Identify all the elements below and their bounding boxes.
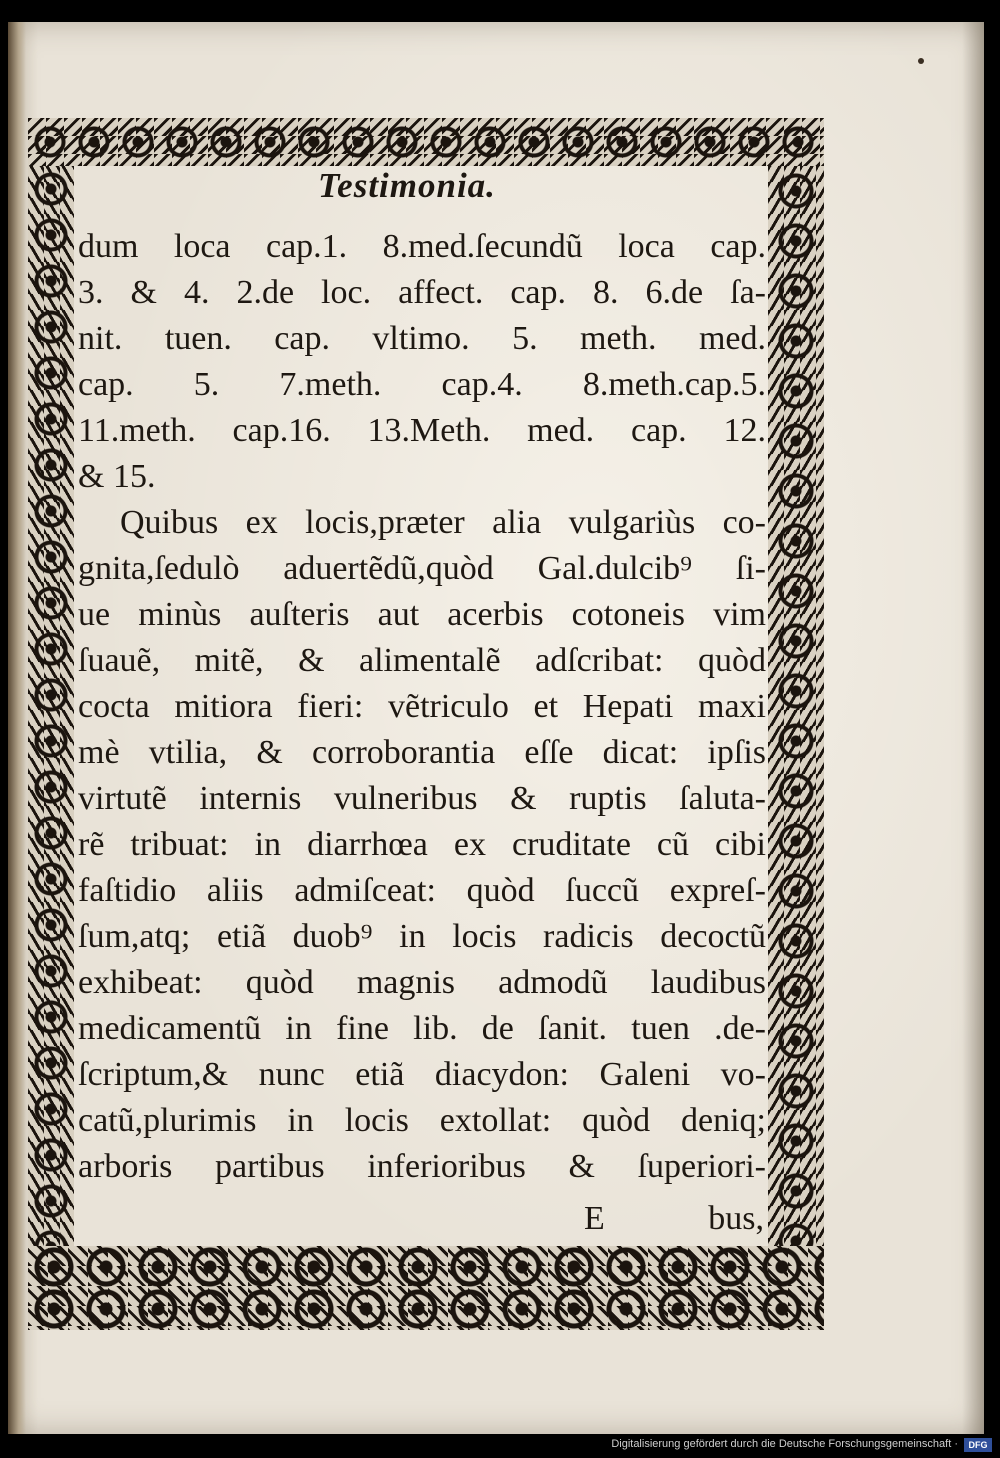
text-line: ſuauẽ, mitẽ, & alimentalẽ adſcribat: quòd: [78, 642, 766, 679]
text-line: cocta mitiora fieri: vẽtriculo et Hepati maxi: [78, 688, 766, 725]
text-line: medicamentũ in fine lib. de ſanit. tuen .de-: [78, 1010, 766, 1047]
text-line: virtutẽ internis vulneribus & ruptis ſaluta-: [78, 780, 766, 817]
running-head: Testimonia.: [318, 166, 496, 205]
ornament-band-top: [28, 118, 824, 166]
text-line: 3. & 4. 2.de loc. affect. cap. 8. 6.de ſa-: [78, 274, 766, 311]
dfg-logo[interactable]: DFG: [964, 1438, 992, 1452]
catchword-line: [78, 1196, 766, 1242]
text-line: ſcriptum,& nunc etiã diacydon: Galeni vo-: [78, 1056, 766, 1093]
ornament-band-right: [768, 166, 824, 1246]
paragraph-first-line: Quibus ex locis,præter alia vulgariùs co-: [120, 504, 766, 541]
text-line: catũ,plurimis in locis extollat: quòd deniq;: [78, 1102, 766, 1139]
catchword: bus,: [708, 1200, 764, 1237]
signature-mark: E: [584, 1200, 605, 1237]
ornament-band-left: [28, 166, 74, 1246]
text-line: dum loca cap.1. 8.med.ſecundũ loca cap.: [78, 228, 766, 265]
page-gutter-shadow: [8, 22, 26, 1434]
text-line: mè vtilia, & corroborantia eſſe dicat: ipſis: [78, 734, 766, 771]
text-line: exhibeat: quòd magnis admodũ laudibus: [78, 964, 766, 1001]
text-block: [78, 162, 768, 1242]
digitization-credit: Digitalisierung gefördert durch die Deutsche Forschungsgemeinschaft ·: [611, 1438, 958, 1450]
text-line: cap. 5. 7.meth. cap.4. 8.meth.cap.5.: [78, 366, 766, 403]
ornament-band-bottom: [28, 1246, 824, 1330]
text-line: rẽ tribuat: in diarrhœa ex cruditate cũ cibi: [78, 826, 766, 863]
text-line: arboris partibus inferioribus & ſuperiori-: [78, 1148, 766, 1185]
text-line: faſtidio aliis admiſceat: quòd ſuccũ expreſ-: [78, 872, 766, 909]
ink-spot: [918, 58, 924, 64]
text-line: gnita,ſedulò aduertẽdũ,quòd Gal.dulcib⁹ ſi-: [78, 550, 766, 587]
text-line: 11.meth. cap.16. 13.Meth. med. cap. 12.: [78, 412, 766, 449]
text-line: ſum,atq; etiã duob⁹ in locis radicis decoctũ: [78, 918, 766, 955]
text-line: ue minùs auſteris aut acerbis cotoneis vim: [78, 596, 766, 633]
text-line: nit. tuen. cap. vltimo. 5. meth. med.: [78, 320, 766, 357]
text-line: & 15.: [78, 458, 156, 495]
